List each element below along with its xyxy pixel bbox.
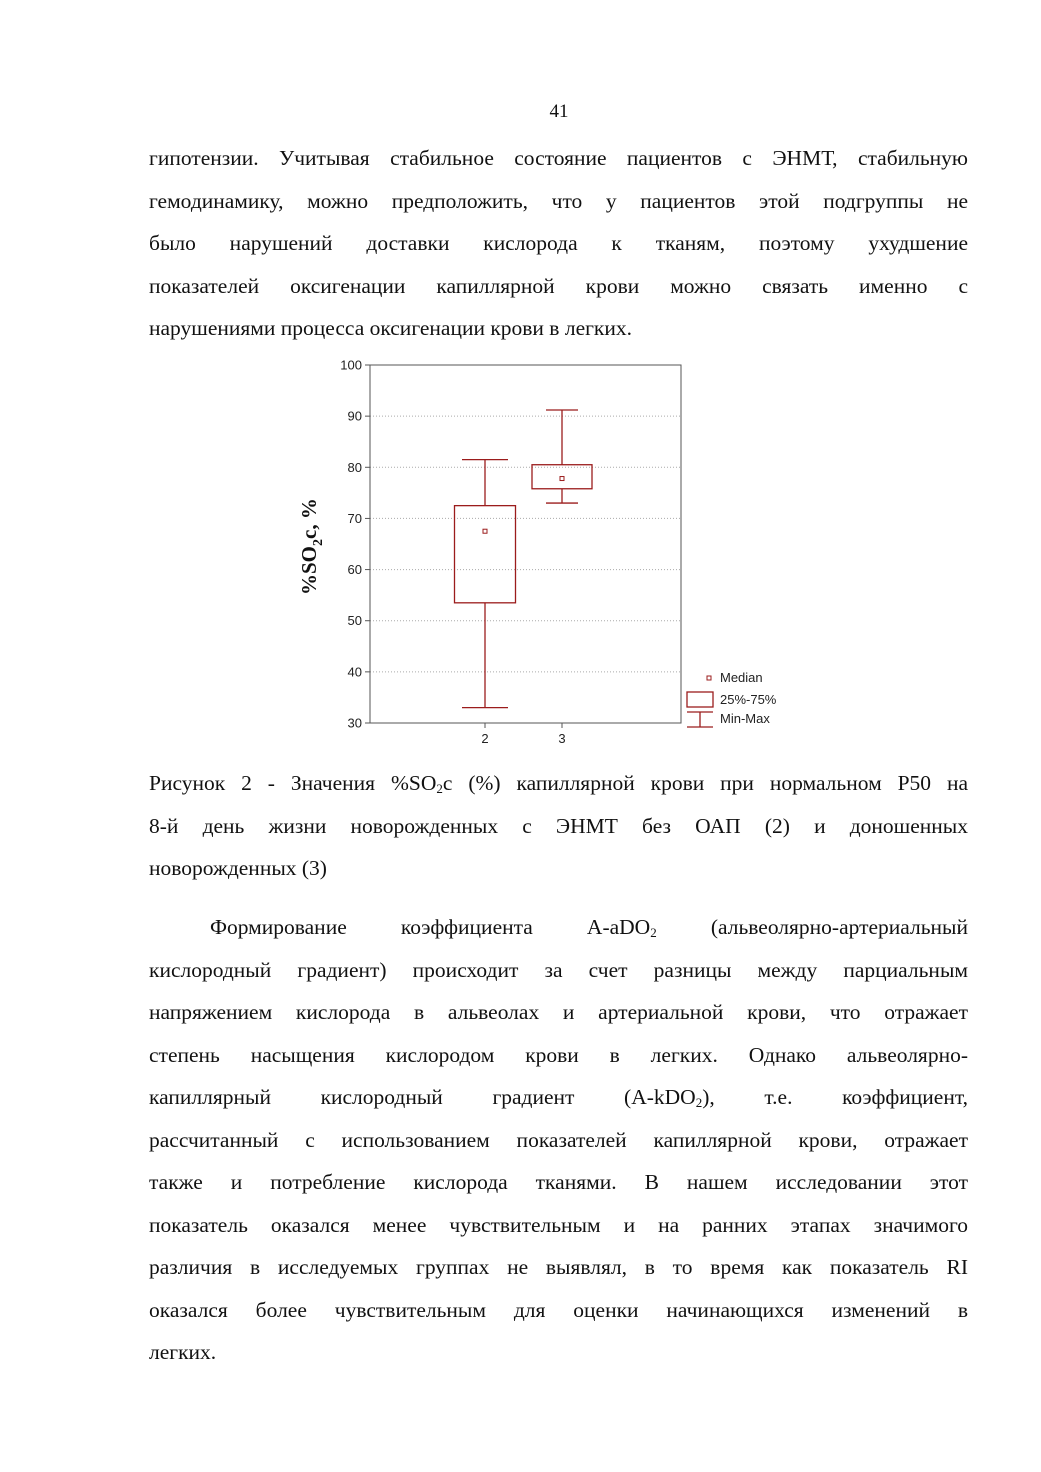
box-2	[455, 460, 516, 708]
y-tick-label: 30	[347, 715, 362, 731]
text-subscript: 2	[650, 925, 657, 940]
text-line: различия в исследуемых группах не выявлял, в то время как показатель RI	[149, 1255, 968, 1279]
y-axis-ticks	[340, 358, 370, 731]
caption-line: новорожденных (3)	[149, 856, 327, 880]
y-tick-label: 80	[347, 459, 362, 475]
paragraph-2	[149, 906, 968, 1374]
y-tick-label: 60	[347, 562, 362, 578]
figure-caption	[149, 762, 968, 890]
text-fragment: Формирование коэффициента A-aDO	[210, 915, 651, 939]
legend-box-swatch	[687, 692, 713, 707]
x-tick-label: 3	[558, 731, 566, 746]
caption-line: 8-й день жизни новорожденных с ЭНМТ без ОАП (2) и доношенных	[149, 813, 968, 838]
page-number: 41	[549, 101, 569, 122]
box-series	[455, 410, 593, 708]
x-tick-label: 2	[481, 731, 489, 746]
y-axis-label: $\%SO_2c$, %	[297, 498, 326, 595]
legend-label: Min-Max	[720, 711, 770, 726]
legend-label: 25%-75%	[720, 692, 777, 707]
caption-text: Рисунок 2 - Значения %SO	[149, 771, 437, 795]
chart-legend	[687, 670, 777, 727]
text-fragment: (альвеолярно-артериальный	[656, 915, 968, 939]
text-line: также и потребление кислорода тканями. В нашем исследовании этот	[149, 1170, 968, 1194]
median-marker	[483, 529, 487, 533]
box-3	[532, 410, 592, 503]
text-fragment: ), т.е. коэффициент,	[702, 1085, 968, 1109]
caption-subscript: 2	[436, 781, 443, 796]
text-line: нарушениями процесса оксигенации крови в легких.	[149, 316, 633, 340]
box-iqr	[455, 506, 516, 603]
text-line	[149, 906, 968, 949]
text-line: степень насыщения кислородом крови в легких. Однако альвеолярно-	[149, 1042, 968, 1067]
text-line: показателей оксигенации капиллярной крови можно связать именно с	[149, 273, 968, 298]
text-line: было нарушений доставки кислорода к тканям, поэтому ухудшение	[149, 231, 968, 255]
boxplot-chart	[290, 350, 830, 750]
y-tick-label: 90	[347, 408, 362, 424]
caption-line	[149, 762, 968, 805]
text-line: кислородный градиент) происходит за счет разницы между парциальным	[149, 957, 968, 982]
text-subscript: 2	[695, 1095, 703, 1110]
paragraph-1	[149, 137, 968, 350]
chart-grid	[370, 416, 681, 672]
text-line: легких.	[149, 1340, 217, 1364]
legend-median-swatch	[707, 676, 711, 680]
plot-frame	[370, 365, 681, 723]
text-line: напряжением кислорода в альвеолах и артериальной крови, что отражает	[149, 1000, 968, 1024]
y-tick-label: 40	[347, 664, 362, 680]
median-marker	[560, 477, 564, 481]
x-axis-ticks	[481, 723, 565, 746]
text-line: показатель оказался менее чувствительным и на ранних этапах значимого	[149, 1212, 968, 1237]
text-fragment: капиллярный кислородный градиент (A-kDO	[149, 1085, 696, 1109]
legend-label: Median	[720, 670, 763, 685]
y-tick-label: 70	[347, 510, 362, 526]
text-line	[149, 1076, 968, 1119]
y-tick-label: 100	[340, 357, 362, 373]
text-line: рассчитанный с использованием показателей капиллярной крови, отражает	[149, 1127, 968, 1152]
text-line: гемодинамику, можно предположить, что у пациентов этой подгруппы не	[149, 188, 968, 213]
caption-text: c (%) капиллярной крови при нормальном Р50 на	[442, 771, 969, 795]
text-line: гипотензии. Учитывая стабильное состояние пациентов с ЭНМТ, стабильную	[149, 146, 968, 170]
y-tick-label: 50	[347, 613, 362, 629]
text-line: оказался более чувствительным для оценки начинающихся изменений в	[149, 1297, 968, 1322]
